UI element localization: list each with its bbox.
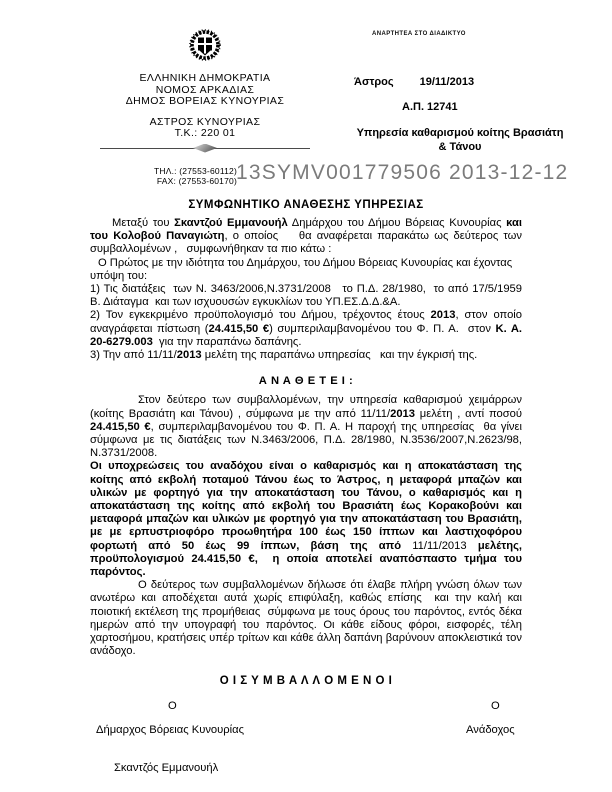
text-run: Ο Πρώτος με την ιδιότητα του Δημάρχου, του Δήμου Βόρειας Κυνουρίας και έχοντας υπόψη του: xyxy=(90,256,513,282)
section-heading-anathetei xyxy=(90,375,522,388)
posting-notice: ΑΝΑΡΤΗΤΕΑ ΣΤΟ ΔΙΑΔΙΚΤΥΟ xyxy=(372,31,466,37)
signature-role-contractor: Ανάδοχος xyxy=(466,723,515,736)
protocol-number: Α.Π. 12741 xyxy=(402,101,458,113)
paragraph-item-3 xyxy=(90,349,522,362)
text-run: μελέτης, προϋπολογισμού 24.415,50 €, η οποία αποτελεί αναπόσπαστο τμήμα του παρόντος. xyxy=(90,539,522,579)
text-run: 24.415,50 € xyxy=(90,420,151,433)
text-run: , συμπεριλαμβανομένου του Φ. Π. Α. Η παροχή της υπηρεσίας θα γίνει σύμφωνα με τις διατάξεις των Ν.3463/2006, Π.Δ. 28/1980, Ν.3536/2007,Ν.2623/98, Ν.3731/2008. xyxy=(90,420,522,460)
place: Άστρος xyxy=(354,76,394,88)
text-run: και του Κολοβού Παναγιώτη xyxy=(90,217,523,243)
text-run: 2013 xyxy=(430,309,456,322)
text-run: Στον δεύτερο των συμβαλλομένων, την υπηρεσία καθαρισμού χειμάρρων (κοίτης Βρασιάτη και Τάνου) , σύμφωνα με την από 11/11/ xyxy=(90,394,522,420)
text-run: μελέτη , αντί ποσού xyxy=(414,407,522,420)
town-line: ΑΣΤΡΟΣ ΚΥΝΟΥΡΙΑΣ xyxy=(149,115,261,128)
text-run: 24.415,50 € xyxy=(208,322,270,335)
text-run: Ο δεύτερος των συμβαλλομένων δήλωσε ότι έλαβε πλήρη γνώση όλων των ανωτέρω και αποδέχεται αυτά χωρίς επιφύλαξη, καθώς επίσης και την καλή και ποιοτική εκτέλεση της προμήθειας σύμφωνα με τους όρους του παρόντος, εντός δέκα ημερών από την υπογραφή του παρόντος. Οι κάθε είδους φόροι, εισφορές, τέλη χαρτοσήμου, κρατήσεις υπέρ τρίτων και κάθε άλλη δαπάνη βαρύνουν αποκλειστικά τον ανάδοχο. xyxy=(90,579,522,658)
fax-line: FAX: (27553-60170) xyxy=(156,176,237,186)
emblem-wrap xyxy=(85,26,325,71)
paragraph-mayor-capacity xyxy=(90,257,522,283)
header-right xyxy=(340,76,580,154)
signatures-block xyxy=(90,688,522,792)
text-run: Οι υποχρεώσεις του αναδόχου είναι ο καθαρισμός και η αποκατάσταση της κοίτης από εκβολή ποταμού Τάνου έως το Άστρος, η μεταφορά μπαζών και υλικών με φορτηγό για την αποκατάσταση του Τάνου, ο καθαρισμός και η αποκατάσταση της κοίτης από εκβολή του Βρασιάτη έως Κορακοβούνι και μεταφορά μπαζών και υλικών με φορτηγό για την αποκατάσταση του Βρασιάτη, με με ερπυστριοφόρο προωθητήρα 100 έως 150 ίππων και λαστιχοφόρου φορτωτή από 50 έως 99 ίππων, βάση της από xyxy=(90,460,522,552)
text-run: ) συμπεριλαμβανομένου του Φ. Π. Α. στον xyxy=(269,322,496,335)
paragraph-item-1 xyxy=(90,283,522,309)
paragraph-item-2 xyxy=(90,309,522,349)
registry-code-watermark: 13SYMV001779506 2013-12-12 xyxy=(236,161,569,184)
prefecture-line: ΝΟΜΟΣ ΑΡΚΑΔΙΑΣ xyxy=(155,83,255,96)
signature-role-mayor: Δήμαρχος Βόρειας Κυνουρίας xyxy=(96,723,244,736)
republic-line: ΕΛΛΗΝΙΚΗ ΔΗΜΟΚΡΑΤΙΑ xyxy=(139,72,271,84)
text-run: για την παραπάνω δαπάνης. xyxy=(152,335,302,348)
text-run: μελέτη της παραπάνω υπηρεσίας και την έγκρισή της. xyxy=(201,349,478,362)
text-run: Κ. Α. 20-6279.003 xyxy=(90,322,523,348)
document-body xyxy=(90,217,522,792)
document-title: ΣΥΜΦΩΝΗΤΙΚΟ ΑΝΑΘΕΣΗΣ ΥΠΗΡΕΣΙΑΣ xyxy=(188,199,424,211)
subject xyxy=(340,127,580,154)
diamond-ornament-icon xyxy=(193,144,217,153)
signature-name-mayor: Σκαντζός Εμμανουήλ xyxy=(114,761,219,774)
greek-national-emblem-icon xyxy=(187,53,223,70)
signatures-heading: Ο Ι Σ Υ Μ Β Α Λ Λ Ο Μ Ε Ν Ο Ι xyxy=(219,674,393,687)
paragraph-assignment xyxy=(90,394,522,460)
subject-line-2: & Τάνου xyxy=(438,140,482,153)
signature-o-left: Ο xyxy=(168,699,177,712)
signature-o-right: Ο xyxy=(491,699,500,712)
subject-line-1: Υπηρεσία καθαρισμού κοίτης Βρασιάτη xyxy=(356,127,564,139)
place-date-line xyxy=(340,76,580,88)
postal-code-line: Τ.Κ.: 220 01 xyxy=(174,127,236,139)
contact-block xyxy=(85,166,237,186)
header-left xyxy=(85,73,325,153)
paragraph-obligations xyxy=(90,460,522,579)
text-run: 1) Τις διατάξεις των Ν. 3463/2006,Ν.3731/2008 το Π.Δ. 28/1980, το από 17/5/1959 Β. Διάταγμα και των ισχυουσών εγκυκλίων του ΥΠ.ΕΣ.Δ.Δ.&Α. xyxy=(90,283,522,309)
text-run: 2) Τον εγκεκριμένο προϋπολογισμό του Δήμου, τρέχοντος έτους xyxy=(90,309,431,322)
text-run: 11/11/2013 xyxy=(412,539,467,552)
date: 19/11/2013 xyxy=(419,76,475,88)
text-run: 3) Την από 11/11/ xyxy=(90,349,177,362)
text-run: Δημάρχου του Δήμου Βόρειας Κυνουρίας xyxy=(287,217,507,229)
paragraph-parties xyxy=(90,217,522,257)
text-run: Α Ν Α Θ Ε Τ Ε Ι : xyxy=(258,375,354,388)
phone-line: ΤΗΛ.: (27553-60112) xyxy=(153,166,237,176)
text-run: , ο οποίος θα αναφέρεται παρακάτω ως δεύτερος των συμβαλλομένων , συμφωνήθηκαν τα πιο κάτω : xyxy=(90,230,522,256)
municipality-line: ΔΗΜΟΣ ΒΟΡΕΙΑΣ ΚΥΝΟΥΡΙΑΣ xyxy=(125,95,285,107)
text-run: 2013 xyxy=(390,407,415,420)
text-run: 2013 xyxy=(176,349,202,362)
ornamental-divider xyxy=(100,144,310,153)
text-run: , στον οποίο αναγράφεται πίστωση ( xyxy=(90,309,522,335)
paragraph-acceptance xyxy=(90,579,522,658)
text-run: Σκαντζού Εμμανουήλ xyxy=(174,217,288,229)
text-run: Μεταξύ του xyxy=(112,217,175,229)
